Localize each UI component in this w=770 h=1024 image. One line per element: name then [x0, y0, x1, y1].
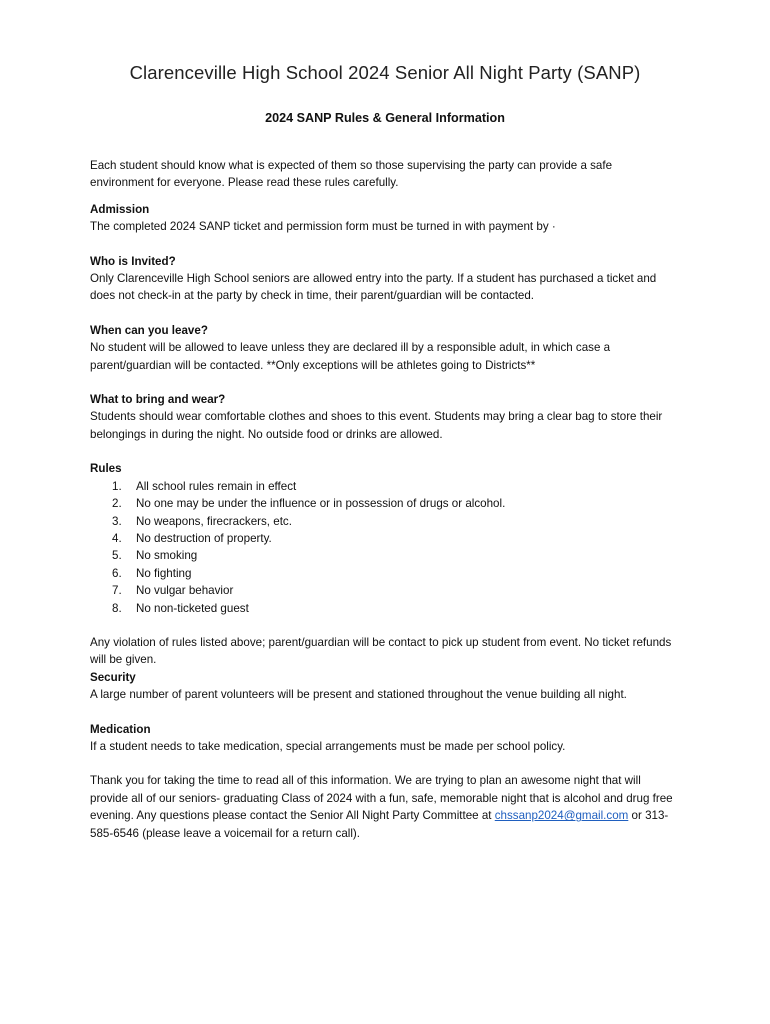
rule-text: No fighting [136, 566, 192, 580]
rule-number: 3. [112, 514, 122, 528]
security-text: A large number of parent volunteers will be present and stationed throughout the venue building all night. [90, 688, 627, 702]
rule-text: No smoking [136, 549, 198, 563]
closing-text: Thank you for taking the time to read all of this information. We are trying to plan an awesome night that will provide all of our seniors- graduating Class of 2024 with a fun, safe, memorable night that is alcohol and drug free evening. Any questions please contact the Senior All Night Party Committee at [90, 774, 673, 823]
page-title: Clarenceville High School 2024 Senior All Night Party (SANP) [129, 62, 641, 83]
who-invited-heading: Who is Invited? [90, 254, 176, 268]
medication-heading: Medication [90, 722, 151, 736]
rule-number: 8. [112, 601, 122, 615]
list-item [90, 547, 675, 564]
list-item [90, 530, 675, 547]
email-link[interactable]: chssanp2024@gmail.com [494, 809, 629, 823]
bring-wear-heading: What to bring and wear? [90, 393, 226, 407]
rule-number: 1. [112, 479, 122, 493]
rule-text: No weapons, firecrackers, etc. [136, 514, 292, 528]
admission-section [90, 201, 675, 236]
when-leave-heading: When can you leave? [90, 323, 208, 337]
intro-paragraph: Each student should know what is expected of them so those supervising the party can provide a safe environment for everyone. Please read these rules carefully. [90, 159, 613, 190]
list-item [90, 495, 675, 512]
list-item [90, 600, 675, 617]
rule-text: No non-ticketed guest [136, 601, 249, 615]
security-section [90, 669, 675, 704]
list-item [90, 513, 675, 530]
rules-section [90, 460, 675, 617]
who-invited-section [90, 253, 675, 305]
admission-text: The completed 2024 SANP ticket and permission form must be turned in with payment by · [90, 220, 556, 234]
rule-number: 7. [112, 584, 122, 598]
rule-number: 5. [112, 549, 122, 563]
who-invited-text: Only Clarenceville High School seniors are allowed entry into the party. If a student has purchased a ticket and does not check-in at the party by check in time, their parent/guardian will be contacted. [90, 272, 657, 303]
violation-paragraph: Any violation of rules listed above; parent/guardian will be contact to pick up student from event. No ticket refunds will be given. [90, 635, 672, 667]
security-heading: Security [90, 670, 136, 684]
when-leave-text: No student will be allowed to leave unless they are declared ill by a responsible adult, in which case a parent/guardian will be contacted. **Only exceptions will be athletes going to Districts** [90, 341, 611, 372]
list-item [90, 582, 675, 599]
rule-number: 2. [112, 497, 122, 511]
medication-text: If a student needs to take medication, special arrangements must be made per school policy. [90, 739, 566, 753]
bring-wear-text: Students should wear comfortable clothes and shoes to this event. Students may bring a clear bag to store their belongings in during the night. No outside food or drinks are allowed. [90, 410, 663, 441]
rules-heading: Rules [90, 462, 122, 476]
rule-number: 6. [112, 566, 122, 580]
rules-list [90, 478, 675, 617]
closing-contact-text: or 313-585-6546 (please leave a voicemail for a return call). [90, 809, 669, 840]
rule-text: No destruction of property. [136, 531, 272, 545]
when-leave-section [90, 322, 675, 374]
bring-wear-section [90, 391, 675, 443]
list-item [90, 565, 675, 582]
closing-paragraph [90, 772, 675, 842]
rule-number: 4. [112, 531, 122, 545]
page-subtitle: 2024 SANP Rules & General Information [265, 111, 505, 125]
rule-text: No vulgar behavior [136, 584, 234, 598]
medication-section [90, 721, 675, 756]
rule-text: All school rules remain in effect [136, 479, 297, 493]
document-body [90, 157, 675, 842]
rule-text: No one may be under the influence or in possession of drugs or alcohol. [136, 497, 506, 511]
admission-heading: Admission [90, 202, 150, 216]
list-item [90, 478, 675, 495]
